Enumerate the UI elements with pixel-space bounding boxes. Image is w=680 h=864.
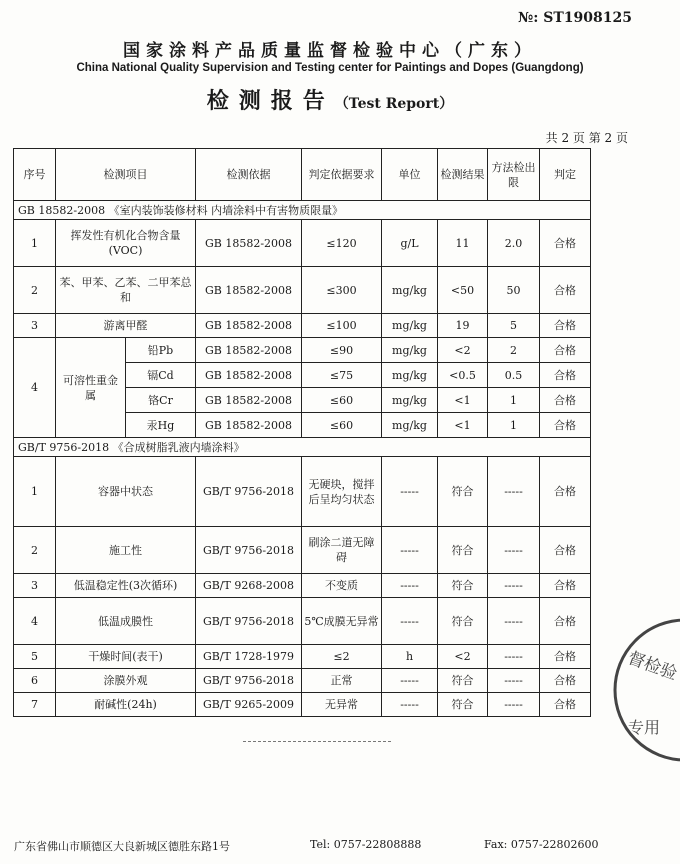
cell-item: 低温成膜性: [56, 598, 196, 645]
cell-item: 低温稳定性(3次循环): [56, 574, 196, 598]
cell-requirement: ≤60: [302, 413, 382, 438]
cell-result: 符合: [438, 598, 488, 645]
cell-limit: -----: [488, 574, 540, 598]
cell-seq: 4: [14, 338, 56, 438]
official-seal-stamp: [610, 615, 680, 765]
cell-verdict: 合格: [540, 363, 591, 388]
cell-limit: -----: [488, 645, 540, 669]
header-item: 检测项目: [56, 149, 196, 201]
table-row: [14, 574, 591, 598]
cell-requirement: ≤2: [302, 645, 382, 669]
cell-requirement: 刷涂二道无障碍: [302, 527, 382, 574]
test-results-table: [13, 148, 591, 717]
stamp-text-top: 督检验: [625, 648, 680, 685]
cell-result: 19: [438, 314, 488, 338]
footer-tel: Tel: 0757-22808888: [310, 838, 422, 851]
report-number: №: ST1908125: [518, 10, 632, 26]
cell-verdict: 合格: [540, 669, 591, 693]
cell-requirement: ≤90: [302, 338, 382, 363]
cell-basis: GB 18582-2008: [196, 220, 302, 267]
cell-unit: h: [382, 645, 438, 669]
cell-basis: GB 18582-2008: [196, 338, 302, 363]
end-of-report-line: [243, 741, 391, 742]
cell-limit: 2.0: [488, 220, 540, 267]
section-row: [14, 438, 591, 457]
header-detection-limit: 方法检出限: [488, 149, 540, 201]
cell-unit: mg/kg: [382, 338, 438, 363]
cell-result: <2: [438, 338, 488, 363]
header-unit: 单位: [382, 149, 438, 201]
organization-name-en: China National Quality Supervision and Testing center for Paintings and Dopes (Guangdong): [76, 62, 584, 74]
cell-verdict: 合格: [540, 693, 591, 717]
cell-basis: GB/T 9756-2018: [196, 669, 302, 693]
cell-requirement: 无异常: [302, 693, 382, 717]
cell-limit: -----: [488, 693, 540, 717]
cell-result: <0.5: [438, 363, 488, 388]
cell-verdict: 合格: [540, 574, 591, 598]
cell-seq: 3: [14, 314, 56, 338]
cell-unit: -----: [382, 669, 438, 693]
cell-subitem: 铅Pb: [126, 338, 196, 363]
cell-limit: 5: [488, 314, 540, 338]
cell-item: 容器中状态: [56, 457, 196, 527]
cell-item: 游离甲醛: [56, 314, 196, 338]
cell-requirement: ≤120: [302, 220, 382, 267]
cell-verdict: 合格: [540, 314, 591, 338]
report-title: [0, 84, 660, 115]
cell-verdict: 合格: [540, 267, 591, 314]
cell-seq: 4: [14, 598, 56, 645]
cell-verdict: 合格: [540, 338, 591, 363]
cell-unit: -----: [382, 527, 438, 574]
cell-basis: GB/T 1728-1979: [196, 645, 302, 669]
cell-result: 符合: [438, 574, 488, 598]
cell-basis: GB 18582-2008: [196, 267, 302, 314]
cell-seq: 1: [14, 220, 56, 267]
cell-unit: mg/kg: [382, 267, 438, 314]
cell-requirement: ≤300: [302, 267, 382, 314]
section-row: [14, 201, 591, 220]
cell-basis: GB/T 9756-2018: [196, 527, 302, 574]
cell-seq: 2: [14, 267, 56, 314]
cell-seq: 5: [14, 645, 56, 669]
cell-seq: 1: [14, 457, 56, 527]
cell-verdict: 合格: [540, 220, 591, 267]
cell-unit: mg/kg: [382, 363, 438, 388]
cell-seq: 7: [14, 693, 56, 717]
table-row: [14, 220, 591, 267]
cell-seq: 2: [14, 527, 56, 574]
cell-subitem: 汞Hg: [126, 413, 196, 438]
cell-unit: -----: [382, 457, 438, 527]
cell-limit: -----: [488, 457, 540, 527]
cell-seq: 3: [14, 574, 56, 598]
header-result: 检测结果: [438, 149, 488, 201]
cell-unit: mg/kg: [382, 388, 438, 413]
header-basis: 检测依据: [196, 149, 302, 201]
cell-result: <2: [438, 645, 488, 669]
cell-result: 11: [438, 220, 488, 267]
cell-unit: mg/kg: [382, 314, 438, 338]
cell-basis: GB 18582-2008: [196, 314, 302, 338]
cell-verdict: 合格: [540, 413, 591, 438]
cell-limit: -----: [488, 527, 540, 574]
cell-limit: 1: [488, 388, 540, 413]
cell-verdict: 合格: [540, 388, 591, 413]
cell-limit: 1: [488, 413, 540, 438]
cell-requirement: 正常: [302, 669, 382, 693]
cell-item: 耐碱性(24h): [56, 693, 196, 717]
stamp-text-mid: 专用: [628, 718, 661, 737]
cell-requirement: 5℃成膜无异常: [302, 598, 382, 645]
table-row: [14, 457, 591, 527]
cell-result: <50: [438, 267, 488, 314]
table-row: [14, 314, 591, 338]
cell-item-group: 可溶性重金属: [56, 338, 126, 438]
cell-unit: mg/kg: [382, 413, 438, 438]
table-row: [14, 693, 591, 717]
footer-fax: Fax: 0757-22802600: [484, 838, 599, 851]
table-row: [14, 267, 591, 314]
cell-basis: GB 18582-2008: [196, 363, 302, 388]
cell-basis: GB/T 9756-2018: [196, 598, 302, 645]
cell-result: 符合: [438, 527, 488, 574]
table-row: [14, 527, 591, 574]
cell-limit: 0.5: [488, 363, 540, 388]
cell-basis: GB/T 9268-2008: [196, 574, 302, 598]
cell-item: 干燥时间(表干): [56, 645, 196, 669]
cell-limit: -----: [488, 669, 540, 693]
cell-item: 施工性: [56, 527, 196, 574]
header-verdict: 判定: [540, 149, 591, 201]
header-requirement: 判定依据要求: [302, 149, 382, 201]
cell-basis: GB 18582-2008: [196, 413, 302, 438]
cell-requirement: 无硬块，搅拌后呈均匀状态: [302, 457, 382, 527]
table-row: [14, 598, 591, 645]
cell-subitem: 铬Cr: [126, 388, 196, 413]
section-title: GB/T 9756-2018 《合成树脂乳液内墙涂料》: [14, 438, 591, 457]
cell-requirement: ≤100: [302, 314, 382, 338]
table-header-row: [14, 149, 591, 201]
cell-basis: GB/T 9756-2018: [196, 457, 302, 527]
cell-verdict: 合格: [540, 598, 591, 645]
cell-unit: -----: [382, 693, 438, 717]
cell-verdict: 合格: [540, 457, 591, 527]
table-row: [14, 645, 591, 669]
table-row: [14, 338, 591, 363]
cell-requirement: ≤60: [302, 388, 382, 413]
cell-result: 符合: [438, 693, 488, 717]
cell-basis: GB 18582-2008: [196, 388, 302, 413]
cell-unit: g/L: [382, 220, 438, 267]
cell-result: <1: [438, 388, 488, 413]
cell-requirement: ≤75: [302, 363, 382, 388]
cell-item: 苯、甲苯、乙苯、二甲苯总和: [56, 267, 196, 314]
cell-seq: 6: [14, 669, 56, 693]
cell-result: 符合: [438, 669, 488, 693]
cell-item: 挥发性有机化合物含量(VOC): [56, 220, 196, 267]
organization-name-cn: 国家涂料产品质量监督检验中心（广东）: [123, 41, 537, 61]
cell-unit: -----: [382, 598, 438, 645]
cell-verdict: 合格: [540, 645, 591, 669]
cell-item: 涂膜外观: [56, 669, 196, 693]
footer-address: 广东省佛山市顺德区大良新城区德胜东路1号: [14, 840, 230, 853]
cell-limit: 50: [488, 267, 540, 314]
cell-requirement: 不变质: [302, 574, 382, 598]
cell-limit: -----: [488, 598, 540, 645]
report-title-cn: 检测报告: [206, 88, 335, 114]
page-info: 共 2 页 第 2 页: [545, 131, 628, 145]
cell-subitem: 镉Cd: [126, 363, 196, 388]
section-title: GB 18582-2008 《室内装饰装修材料 内墙涂料中有害物质限量》: [14, 201, 591, 220]
cell-unit: -----: [382, 574, 438, 598]
report-title-en: （Test Report）: [334, 96, 454, 112]
cell-verdict: 合格: [540, 527, 591, 574]
table-row: [14, 669, 591, 693]
cell-basis: GB/T 9265-2009: [196, 693, 302, 717]
cell-result: 符合: [438, 457, 488, 527]
cell-limit: 2: [488, 338, 540, 363]
header-seq: 序号: [14, 149, 56, 201]
cell-result: <1: [438, 413, 488, 438]
